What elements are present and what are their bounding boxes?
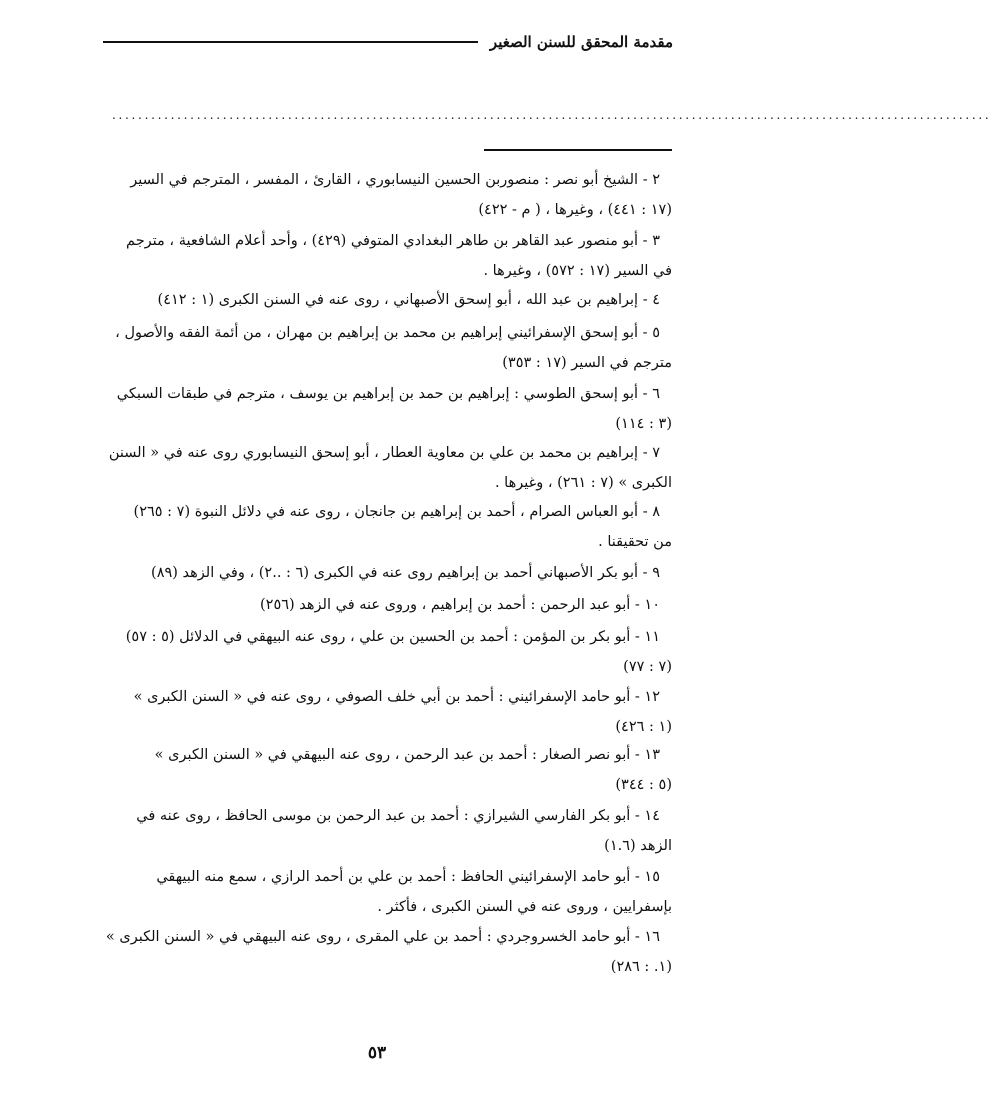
entry-line: ١٠ - أبو عبد الرحمن : أحمد بن إبراهيم ، وروى عنه في الزهد (٢٥٦) xyxy=(259,597,660,613)
entry-line: ١٢ - أبو حامد الإسفرائيني : أحمد بن أبي خلف الصوفي ، روى عنه في « السنن الكبرى » xyxy=(133,689,660,705)
entry-line: (٧ : ٧٧) xyxy=(623,659,672,675)
entry-line: ٧ - إبراهيم بن محمد بن علي بن معاوية العطار ، أبو إسحق النيسابوري روى عنه في « السنن xyxy=(108,445,660,461)
entry-line: بإسفرايين ، وروى عنه في السنن الكبرى ، فأكثر . xyxy=(377,899,672,915)
list-item xyxy=(104,226,672,286)
list-item xyxy=(104,318,672,378)
entry-line: الزهد (١.٦) xyxy=(604,838,672,854)
entry-line: في السير (١٧ : ٥٧٢) ، وغيرها . xyxy=(483,263,672,279)
entry-line: ٦ - أبو إسحق الطوسي : إبراهيم بن حمد بن إبراهيم بن يوسف ، مترجم في طبقات السبكي xyxy=(116,386,660,402)
entry-line: ١٥ - أبو حامد الإسفرائيني الحافظ : أحمد بن علي بن أحمد الرازي ، سمع منه البيهقي xyxy=(156,869,660,885)
list-item xyxy=(104,285,672,315)
entry-line: ١١ - أبو بكر بن المؤمن : أحمد بن الحسين بن علي ، روى عنه البيهقي في الدلائل (٥ : ٥٧) xyxy=(125,629,660,645)
list-item xyxy=(104,922,672,982)
list-item xyxy=(104,497,672,557)
entry-line: ١٦ - أبو حامد الخسروجردي : أحمد بن علي المقرى ، روى عنه البيهقي في « السنن الكبرى » xyxy=(105,929,660,945)
entry-line: الكبرى » (٧ : ٢٦١) ، وغيرها . xyxy=(494,475,672,491)
header-rule xyxy=(103,41,478,43)
entry-line: ١٤ - أبو بكر الفارسي الشيرازي : أحمد بن عبد الرحمن بن موسى الحافظ ، روى عنه في xyxy=(136,808,660,824)
list-item xyxy=(104,801,672,861)
entry-line: ٤ - إبراهيم بن عبد الله ، أبو إسحق الأصبهاني ، روى عنه في السنن الكبرى (١ : ٤١٢) xyxy=(157,292,660,308)
dotted-separator: ....................................................................................................................................... xyxy=(112,108,991,122)
list-item xyxy=(104,558,672,588)
entry-line: ١٣ - أبو نصر الصغار : أحمد بن عبد الرحمن ، روى عنه البيهقي في « السنن الكبرى » xyxy=(154,747,660,763)
entry-line: من تحقيقنا . xyxy=(598,534,672,550)
entry-line: ٢ - الشيخ أبو نصر : منصوربن الحسين النيسابوري ، القارئ ، المفسر ، المترجم في السير xyxy=(130,172,660,188)
entry-line: (١ : ٤٢٦) xyxy=(615,719,672,735)
list-item xyxy=(104,165,672,225)
running-header xyxy=(103,30,673,54)
entry-line: ٥ - أبو إسحق الإسفرائيني إبراهيم بن محمد بن إبراهيم بن مهران ، من أئمة الفقه والأصول ، xyxy=(115,325,660,341)
list-item xyxy=(104,590,672,620)
list-item xyxy=(104,862,672,922)
entry-line: ٩ - أبو بكر الأصبهاني أحمد بن إبراهيم روى عنه في الكبرى (٦ : ..٢) ، وفي الزهد (٨٩) xyxy=(151,565,660,581)
entry-line: ٣ - أبو منصور عبد القاهر بن طاهر البغدادي المتوفي (٤٢٩) ، وأحد أعلام الشافعية ، مترجم xyxy=(126,233,660,249)
list-item xyxy=(104,622,672,682)
footnote-rule xyxy=(484,149,672,151)
entry-line: مترجم في السير (١٧ : ٣٥٣) xyxy=(502,355,672,371)
page-number: ٥٣ xyxy=(367,1043,387,1063)
entry-line: (١٧ : ٤٤١) ، وغيرها ، ( م - ٤٢٢) xyxy=(478,202,672,218)
entry-line: (٣ : ١١٤) xyxy=(615,416,672,432)
list-item xyxy=(104,740,672,800)
entry-line: (٥ : ٣٤٤) xyxy=(615,777,672,793)
header-title: مقدمة المحقق للسنن الصغير xyxy=(489,33,673,51)
entry-line: ٨ - أبو العباس الصرام ، أحمد بن إبراهيم بن جانجان ، روى عنه في دلائل النبوة (٧ : ٢٦٥) xyxy=(133,504,660,520)
entry-line: (١. : ٢٨٦) xyxy=(610,959,672,975)
list-item xyxy=(104,438,672,498)
list-item xyxy=(104,379,672,439)
list-item xyxy=(104,682,672,742)
